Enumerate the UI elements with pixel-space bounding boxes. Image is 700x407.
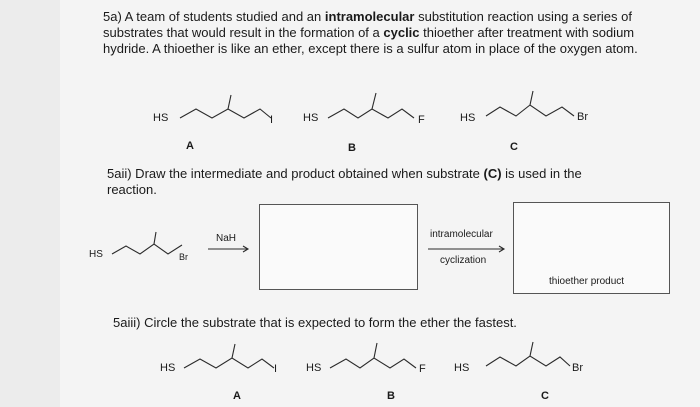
arrow-label-top: intramolecular — [430, 229, 493, 240]
fluorine-label: F — [419, 363, 426, 375]
structure-c-row2 — [486, 356, 570, 366]
question-5a: 5a) A team of students studied and an intramolecular substitution reaction using a series of substrates that would result in the formation of a cyclic thioether after treatment with sodium hydride. A thioether is like an ether, except there is a sulfur atom in place of the oxygen atom. — [103, 9, 638, 56]
question-5aiii: 5aiii) Circle the substrate that is expected to form the ether the fastest. — [113, 315, 517, 330]
substrate-b-letter: B — [348, 142, 356, 154]
hs-label: HS — [89, 249, 103, 260]
bromine-label: Br — [179, 252, 188, 262]
structure-a-row1 — [180, 109, 271, 118]
structure-b-row1 — [328, 109, 414, 118]
hs-label: HS — [160, 362, 176, 374]
product-box-label: thioether product — [549, 276, 625, 287]
substrate-b-letter[interactable]: B — [387, 390, 395, 402]
intermediate-answer-box[interactable] — [259, 204, 418, 290]
structure-b-row2 — [330, 358, 416, 368]
iodine-label: I — [270, 114, 274, 126]
reaction-substrate — [112, 244, 182, 254]
bromine-label: Br — [572, 362, 583, 374]
substrate-c-letter: C — [510, 141, 518, 153]
substrate-c-letter[interactable]: C — [541, 390, 549, 402]
arrow-label-bottom: cyclization — [440, 255, 487, 266]
structure-a-row2 — [184, 358, 274, 368]
structure-c-row1 — [486, 105, 574, 116]
substrate-a-letter[interactable]: A — [233, 390, 241, 402]
reagent-label: NaH — [216, 233, 237, 244]
question-5aii: 5aii) Draw the intermediate and product obtained when substrate (C) is used in the reaction. — [107, 166, 582, 197]
fluorine-label: F — [418, 114, 425, 126]
hs-label: HS — [460, 112, 476, 124]
iodine-label: I — [274, 363, 278, 375]
substrate-a-letter: A — [186, 140, 194, 152]
hs-label: HS — [454, 362, 470, 374]
hs-label: HS — [153, 112, 169, 124]
hs-label: HS — [306, 362, 322, 374]
hs-label: HS — [303, 112, 319, 124]
bromine-label: Br — [577, 111, 588, 123]
